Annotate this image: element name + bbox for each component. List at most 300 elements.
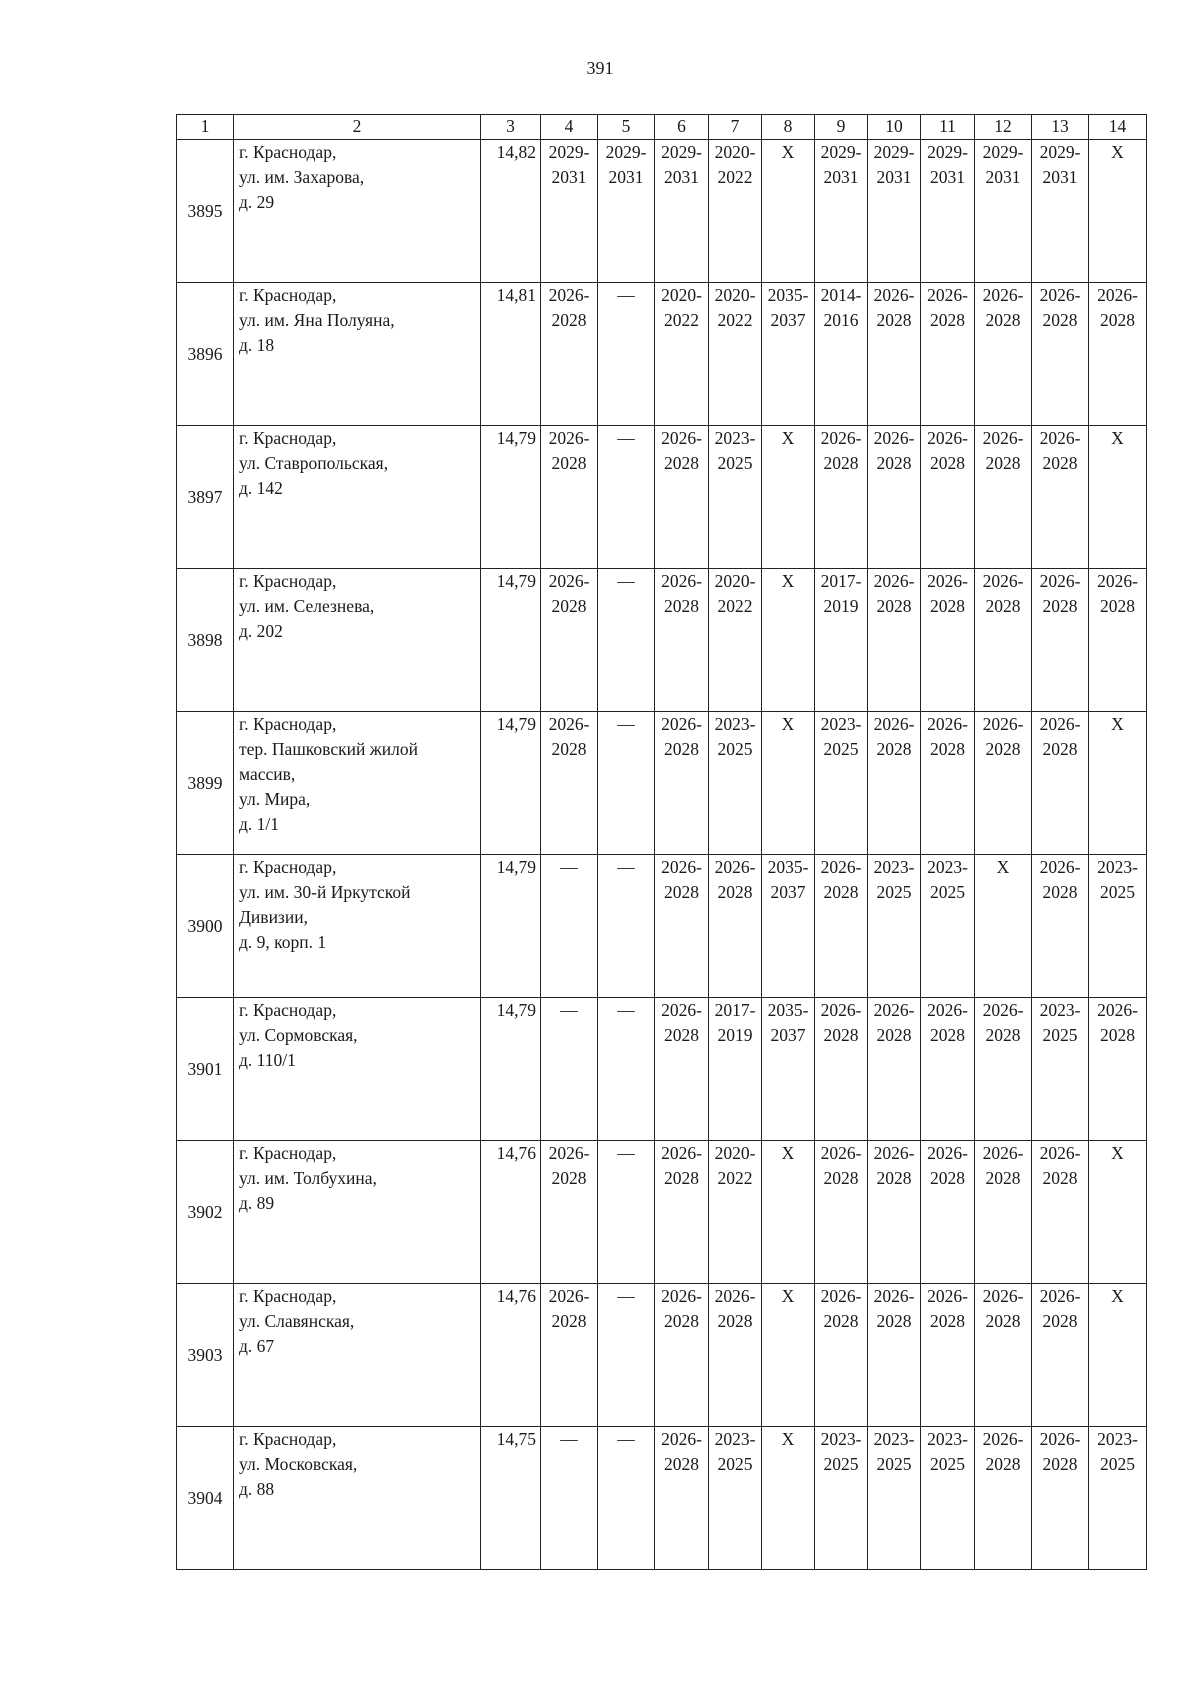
term-cell-col6	[655, 283, 709, 426]
term-cell-col9	[815, 569, 868, 712]
address-line: Дивизии,	[239, 907, 308, 927]
term-cell-col14	[1089, 1141, 1147, 1284]
term-cell-line: X	[1111, 1143, 1124, 1163]
term-cell-line: 2026-	[661, 1286, 702, 1306]
term-cell-line: 2028	[1042, 739, 1078, 759]
term-cell-line: 2028	[717, 1311, 753, 1331]
term-cell-line: 2025	[823, 739, 859, 759]
term-cell-col5	[598, 1284, 655, 1427]
term-cell-line: 2026-	[661, 714, 702, 734]
term-cell-line: 2020-	[714, 142, 756, 162]
table-row	[177, 1284, 1147, 1427]
term-cell-line: 2022	[664, 310, 699, 330]
term-cell-line: 2028	[551, 739, 587, 759]
term-cell-col12	[975, 569, 1032, 712]
term-cell-col11	[921, 998, 975, 1141]
term-cell-line: 2028	[930, 453, 965, 473]
term-cell-line: 2020-	[714, 571, 756, 591]
column-header-8: 8	[762, 115, 815, 140]
term-cell-col11	[921, 1141, 975, 1284]
column-header-12: 12	[975, 115, 1032, 140]
term-cell-line: 2026-	[661, 1000, 702, 1020]
value-cell-col3: 14,76	[481, 1284, 541, 1427]
term-cell-line: 2017-	[820, 571, 862, 591]
term-cell-line: 2023-	[820, 714, 862, 734]
term-cell-col12	[975, 426, 1032, 569]
term-cell-line: 2026-	[820, 1000, 862, 1020]
term-cell-line: 2035-	[767, 1000, 809, 1020]
address-cell	[234, 140, 481, 283]
value-cell-col3: 14,79	[481, 426, 541, 569]
term-cell-col8	[762, 140, 815, 283]
column-header-14: 14	[1089, 115, 1147, 140]
address-line: ул. им. Селезнева,	[239, 596, 375, 616]
term-cell-col14	[1089, 712, 1147, 855]
address-line: г. Краснодар,	[239, 428, 337, 448]
term-cell-line: 2028	[823, 1168, 859, 1188]
value-cell-col3: 14,75	[481, 1427, 541, 1570]
address-line: д. 110/1	[239, 1050, 296, 1070]
term-cell-line: 2026-	[927, 571, 968, 591]
term-cell-line: 2022	[717, 310, 753, 330]
term-cell-col11	[921, 283, 975, 426]
term-cell-line: —	[617, 428, 635, 448]
term-cell-line: X	[781, 1143, 795, 1163]
term-cell-col10	[868, 1284, 921, 1427]
term-cell-line: 2028	[664, 1454, 699, 1474]
term-cell-line: 2028	[876, 1025, 912, 1045]
term-cell-col10	[868, 140, 921, 283]
term-cell-line: 2026-	[661, 571, 702, 591]
term-cell-line: 2017-	[714, 1000, 756, 1020]
term-cell-col11	[921, 140, 975, 283]
column-header-4: 4	[541, 115, 598, 140]
term-cell-col14	[1089, 998, 1147, 1141]
address-line: д. 142	[239, 478, 283, 498]
term-cell-line: —	[617, 714, 635, 734]
term-cell-col11	[921, 569, 975, 712]
term-cell-line: —	[617, 1000, 635, 1020]
column-header-5: 5	[598, 115, 655, 140]
term-cell-line: 2031	[1042, 167, 1078, 187]
term-cell-line: 2023-	[873, 1429, 915, 1449]
term-cell-col14	[1089, 140, 1147, 283]
term-cell-line: —	[617, 1286, 635, 1306]
term-cell-line: 2028	[1042, 1454, 1078, 1474]
term-cell-col7	[709, 712, 762, 855]
term-cell-line: —	[617, 857, 635, 877]
term-cell-col5	[598, 1141, 655, 1284]
term-cell-line: 2031	[985, 167, 1021, 187]
term-cell-line: 2026-	[873, 1000, 915, 1020]
term-cell-col13	[1032, 140, 1089, 283]
term-cell-col13	[1032, 1284, 1089, 1427]
term-cell-line: 2026-	[873, 1286, 915, 1306]
term-cell-col6	[655, 1141, 709, 1284]
term-cell-line: 2026-	[1039, 571, 1081, 591]
term-cell-line: 2022	[717, 1168, 753, 1188]
table-row	[177, 426, 1147, 569]
row-number: 3896	[177, 283, 234, 426]
term-cell-line: 2028	[985, 1311, 1021, 1331]
address-line: д. 89	[239, 1193, 275, 1213]
term-cell-col5	[598, 283, 655, 426]
term-cell-col5	[598, 426, 655, 569]
address-line: ул. им. 30-й Иркутской	[239, 882, 411, 902]
term-cell-line: 2026-	[1039, 1143, 1081, 1163]
term-cell-line: 2031	[823, 167, 859, 187]
term-cell-line: 2023-	[714, 1429, 756, 1449]
term-cell-col8	[762, 712, 815, 855]
term-cell-line: 2025	[876, 1454, 912, 1474]
address-line: д. 67	[239, 1336, 275, 1356]
term-cell-line: 2026-	[548, 285, 590, 305]
term-cell-col13	[1032, 1427, 1089, 1570]
term-cell-line: 2028	[551, 596, 587, 616]
term-cell-col14	[1089, 426, 1147, 569]
term-cell-col13	[1032, 712, 1089, 855]
table-row	[177, 140, 1147, 283]
term-cell-line: —	[560, 857, 578, 877]
term-cell-col6	[655, 855, 709, 998]
term-cell-col14	[1089, 1284, 1147, 1427]
term-cell-line: 2023-	[714, 714, 756, 734]
term-cell-line: 2025	[1100, 882, 1135, 902]
term-cell-line: 2028	[876, 1311, 912, 1331]
term-cell-col14	[1089, 1427, 1147, 1570]
term-cell-line: 2028	[930, 310, 965, 330]
term-cell-col7	[709, 1141, 762, 1284]
term-cell-line: 2025	[1100, 1454, 1135, 1474]
address-line: г. Краснодар,	[239, 285, 337, 305]
term-cell-line: 2023-	[820, 1429, 862, 1449]
term-cell-line: X	[781, 1429, 795, 1449]
term-cell-line: 2035-	[767, 285, 809, 305]
address-line: г. Краснодар,	[239, 142, 337, 162]
value-cell-col3: 14,79	[481, 855, 541, 998]
term-cell-line: 2028	[1042, 882, 1078, 902]
term-cell-col5	[598, 140, 655, 283]
term-cell-line: X	[1111, 1286, 1124, 1306]
term-cell-line: 2035-	[767, 857, 809, 877]
term-cell-line: 2026-	[661, 428, 702, 448]
term-cell-col8	[762, 1284, 815, 1427]
term-cell-line: 2028	[930, 596, 965, 616]
term-cell-line: 2023-	[1039, 1000, 1081, 1020]
term-cell-col9	[815, 1141, 868, 1284]
term-cell-line: 2026-	[927, 714, 968, 734]
term-cell-line: 2028	[1042, 596, 1078, 616]
term-cell-line: 2022	[717, 167, 753, 187]
term-cell-line: 2020-	[714, 285, 756, 305]
address-line: ул. Ставропольская,	[239, 453, 389, 473]
term-cell-line: X	[1111, 142, 1124, 162]
term-cell-line: 2026-	[1097, 285, 1138, 305]
term-cell-col12	[975, 140, 1032, 283]
term-cell-col13	[1032, 426, 1089, 569]
term-cell-line: 2023-	[873, 857, 915, 877]
term-cell-col11	[921, 1427, 975, 1570]
column-header-13: 13	[1032, 115, 1089, 140]
term-cell-line: 2028	[551, 453, 587, 473]
term-cell-line: 2022	[717, 596, 753, 616]
term-cell-col5	[598, 998, 655, 1141]
term-cell-line: 2029-	[873, 142, 915, 162]
row-number: 3902	[177, 1141, 234, 1284]
term-cell-line: 2029-	[820, 142, 862, 162]
page-number: 391	[586, 58, 614, 78]
table-row	[177, 569, 1147, 712]
address-line: ул. им. Яна Полуяна,	[239, 310, 395, 330]
term-cell-line: 2028	[876, 1168, 912, 1188]
term-cell-col8	[762, 426, 815, 569]
row-number: 3895	[177, 140, 234, 283]
term-cell-line: 2025	[930, 882, 965, 902]
term-cell-line: 2026-	[1039, 1286, 1081, 1306]
term-cell-col6	[655, 1427, 709, 1570]
term-cell-col4	[541, 140, 598, 283]
term-cell-line: 2028	[876, 596, 912, 616]
address-line: д. 18	[239, 335, 275, 355]
term-cell-line: 2037	[770, 310, 806, 330]
term-cell-line: 2031	[551, 167, 587, 187]
term-cell-line: X	[1111, 428, 1124, 448]
term-cell-line: 2028	[985, 1025, 1021, 1045]
term-cell-line: 2020-	[661, 285, 702, 305]
term-cell-line: X	[781, 428, 795, 448]
term-cell-line: 2028	[664, 1168, 699, 1188]
address-cell	[234, 1427, 481, 1570]
row-number: 3904	[177, 1427, 234, 1570]
table-row	[177, 283, 1147, 426]
term-cell-line: 2026-	[1097, 571, 1138, 591]
term-cell-line: 2025	[823, 1454, 859, 1474]
term-cell-line: 2028	[876, 739, 912, 759]
term-cell-line: 2026-	[714, 857, 756, 877]
term-cell-line: 2028	[823, 453, 859, 473]
address-cell	[234, 1141, 481, 1284]
term-cell-col13	[1032, 855, 1089, 998]
term-cell-line: 2028	[551, 310, 587, 330]
address-line: д. 202	[239, 621, 283, 641]
term-cell-line: 2028	[985, 1168, 1021, 1188]
term-cell-col8	[762, 855, 815, 998]
term-cell-line: 2025	[717, 1454, 753, 1474]
term-cell-line: 2028	[823, 882, 859, 902]
address-cell	[234, 569, 481, 712]
address-cell	[234, 283, 481, 426]
term-cell-col9	[815, 998, 868, 1141]
term-cell-col4	[541, 1427, 598, 1570]
term-cell-line: 2026-	[982, 285, 1024, 305]
column-header-11: 11	[921, 115, 975, 140]
term-cell-line: 2025	[876, 882, 912, 902]
term-cell-col7	[709, 998, 762, 1141]
value-cell-col3: 14,76	[481, 1141, 541, 1284]
term-cell-line: —	[617, 285, 635, 305]
address-line: г. Краснодар,	[239, 1143, 337, 1163]
term-cell-line: 2029-	[927, 142, 968, 162]
column-header-7: 7	[709, 115, 762, 140]
term-cell-col12	[975, 1427, 1032, 1570]
term-cell-line: 2026-	[982, 428, 1024, 448]
term-cell-col7	[709, 569, 762, 712]
term-cell-line: 2026-	[873, 571, 915, 591]
term-cell-line: 2029-	[661, 142, 702, 162]
address-line: г. Краснодар,	[239, 1286, 337, 1306]
term-cell-line: 2028	[930, 1168, 965, 1188]
term-cell-line: 2026-	[982, 1286, 1024, 1306]
term-cell-line: —	[560, 1000, 578, 1020]
term-cell-col14	[1089, 569, 1147, 712]
term-cell-col8	[762, 1427, 815, 1570]
address-line: ул. Московская,	[239, 1454, 358, 1474]
term-cell-line: 2026-	[873, 428, 915, 448]
column-header-3: 3	[481, 115, 541, 140]
term-cell-col8	[762, 998, 815, 1141]
term-cell-line: 2026-	[927, 1000, 968, 1020]
term-cell-line: 2028	[985, 310, 1021, 330]
term-cell-col10	[868, 1427, 921, 1570]
term-cell-col10	[868, 426, 921, 569]
term-cell-line: —	[617, 1143, 635, 1163]
term-cell-line: 2026-	[982, 1143, 1024, 1163]
term-cell-line: 2025	[717, 739, 753, 759]
term-cell-line: X	[996, 857, 1010, 877]
address-line: г. Краснодар,	[239, 1429, 337, 1449]
term-cell-line: X	[781, 714, 795, 734]
term-cell-line: 2026-	[661, 857, 702, 877]
address-line: ул. Славянская,	[239, 1311, 355, 1331]
registry-table	[176, 114, 1147, 1570]
term-cell-line: 2019	[717, 1025, 753, 1045]
table-header-row	[177, 115, 1147, 140]
address-line: д. 29	[239, 192, 275, 212]
term-cell-col12	[975, 712, 1032, 855]
term-cell-line: X	[781, 1286, 795, 1306]
term-cell-line: 2028	[876, 310, 912, 330]
term-cell-line: 2028	[1042, 1168, 1078, 1188]
term-cell-line: 2020-	[714, 1143, 756, 1163]
term-cell-line: 2026-	[982, 714, 1024, 734]
term-cell-line: 2026-	[1097, 1000, 1138, 1020]
term-cell-line: 2026-	[548, 714, 590, 734]
term-cell-col6	[655, 998, 709, 1141]
term-cell-line: 2028	[930, 1311, 965, 1331]
term-cell-col9	[815, 140, 868, 283]
term-cell-line: 2028	[1100, 596, 1135, 616]
address-cell	[234, 855, 481, 998]
term-cell-line: 2026-	[873, 1143, 915, 1163]
term-cell-col11	[921, 426, 975, 569]
term-cell-col4	[541, 283, 598, 426]
term-cell-line: 2029-	[548, 142, 590, 162]
term-cell-line: 2037	[770, 882, 806, 902]
table-row	[177, 855, 1147, 998]
address-line: г. Краснодар,	[239, 714, 337, 734]
term-cell-line: 2028	[1100, 310, 1135, 330]
term-cell-line: 2028	[1042, 1311, 1078, 1331]
term-cell-col12	[975, 283, 1032, 426]
address-line: ул. им. Захарова,	[239, 167, 365, 187]
term-cell-line: 2028	[664, 453, 699, 473]
address-line: г. Краснодар,	[239, 571, 337, 591]
term-cell-col6	[655, 1284, 709, 1427]
term-cell-col6	[655, 140, 709, 283]
term-cell-col10	[868, 283, 921, 426]
term-cell-col4	[541, 569, 598, 712]
column-header-2: 2	[234, 115, 481, 140]
term-cell-col11	[921, 855, 975, 998]
table-row	[177, 1427, 1147, 1570]
term-cell-line: 2026-	[873, 714, 915, 734]
table-row	[177, 712, 1147, 855]
term-cell-line: —	[617, 571, 635, 591]
term-cell-line: 2026-	[820, 857, 862, 877]
address-line: г. Краснодар,	[239, 1000, 337, 1020]
term-cell-col5	[598, 1427, 655, 1570]
address-line: д. 88	[239, 1479, 275, 1499]
term-cell-col10	[868, 855, 921, 998]
term-cell-col4	[541, 712, 598, 855]
term-cell-line: —	[560, 1429, 578, 1449]
value-cell-col3: 14,79	[481, 569, 541, 712]
table-row	[177, 1141, 1147, 1284]
address-cell	[234, 1284, 481, 1427]
term-cell-line: 2028	[664, 1311, 699, 1331]
row-number: 3900	[177, 855, 234, 998]
term-cell-line: 2028	[985, 453, 1021, 473]
term-cell-line: 2028	[664, 596, 699, 616]
term-cell-line: 2026-	[1039, 1429, 1081, 1449]
column-header-1: 1	[177, 115, 234, 140]
term-cell-line: 2025	[717, 453, 753, 473]
value-cell-col3: 14,82	[481, 140, 541, 283]
address-cell	[234, 712, 481, 855]
term-cell-col12	[975, 998, 1032, 1141]
term-cell-line: 2026-	[548, 1143, 590, 1163]
term-cell-line: 2026-	[820, 1143, 862, 1163]
term-cell-col4	[541, 426, 598, 569]
row-number: 3901	[177, 998, 234, 1141]
term-cell-col5	[598, 855, 655, 998]
term-cell-col9	[815, 855, 868, 998]
value-cell-col3: 14,79	[481, 712, 541, 855]
term-cell-line: 2028	[551, 1311, 587, 1331]
term-cell-col5	[598, 712, 655, 855]
term-cell-col10	[868, 569, 921, 712]
term-cell-col10	[868, 998, 921, 1141]
term-cell-col8	[762, 283, 815, 426]
term-cell-col14	[1089, 855, 1147, 998]
address-line: д. 9, корп. 1	[239, 932, 327, 952]
address-line: д. 1/1	[239, 814, 280, 834]
term-cell-line: 2028	[664, 1025, 699, 1045]
term-cell-line: X	[781, 142, 795, 162]
term-cell-line: 2026-	[548, 428, 590, 448]
term-cell-line: 2029-	[605, 142, 647, 162]
term-cell-col8	[762, 569, 815, 712]
term-cell-col9	[815, 712, 868, 855]
term-cell-line: 2019	[823, 596, 859, 616]
term-cell-line: 2026-	[927, 1143, 968, 1163]
address-line: тер. Пашковский жилой	[239, 739, 418, 759]
term-cell-line: 2028	[1100, 1025, 1135, 1045]
term-cell-line: 2025	[1042, 1025, 1078, 1045]
term-cell-col7	[709, 1284, 762, 1427]
term-cell-line: 2023-	[927, 857, 968, 877]
term-cell-line: 2026-	[820, 428, 862, 448]
